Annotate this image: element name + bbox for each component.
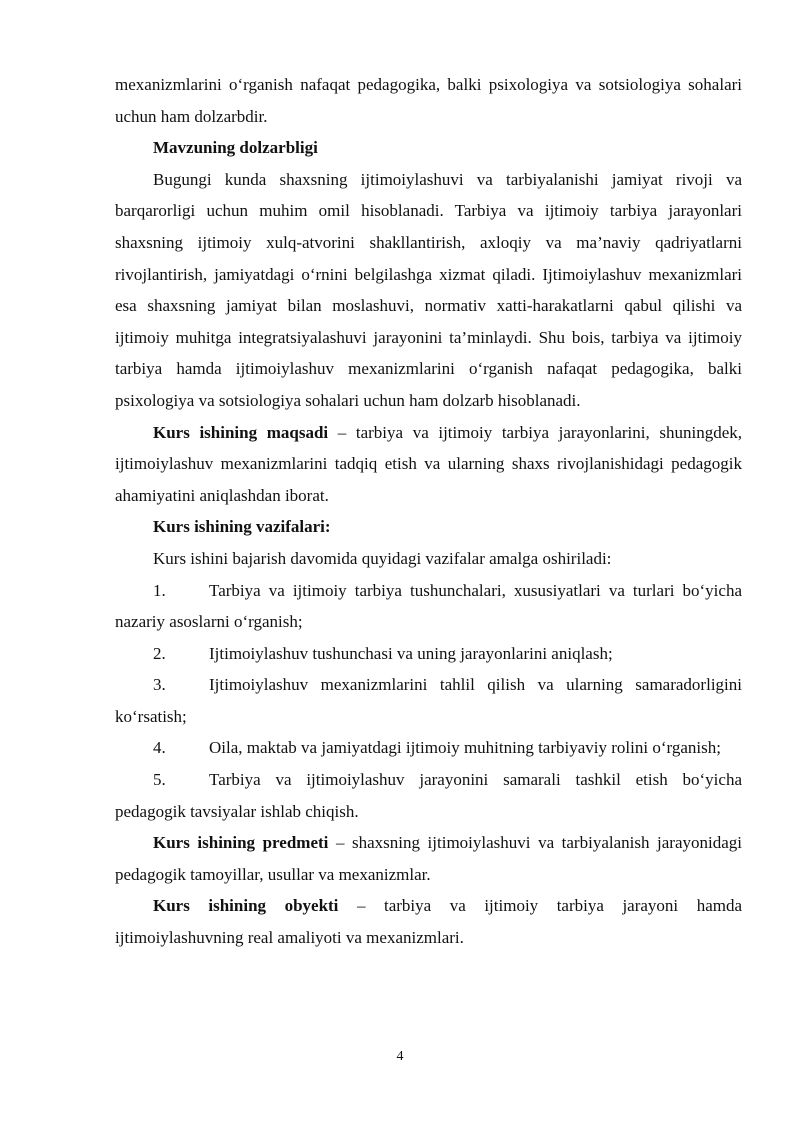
object-label: Kurs ishining obyekti	[153, 896, 339, 916]
page-number: 4	[396, 1049, 404, 1064]
task-text: Oila, maktab va jamiyatdagi ijtimoiy muhitning tarbiyaviy rolini o‘rganish;	[209, 738, 721, 758]
tasks-heading: Kurs ishining vazifalari:	[153, 517, 331, 537]
task-text: Tarbiya va ijtimoiylashuv jarayonini samarali tashkil etish bo‘yicha pedagogik tavsiyalar ishlab chiqish.	[115, 770, 742, 821]
task-number: 3.	[153, 675, 166, 695]
object-text: – tarbiya va ijtimoiy tarbiya jarayoni hamda ijtimoiylashuvning real amaliyoti va mexanizmlari.	[115, 896, 743, 948]
subject-label: Kurs ishining predmeti	[153, 833, 329, 853]
relevance-heading: Mavzuning dolzarbligi	[153, 138, 318, 158]
task-number: 4.	[153, 738, 166, 758]
tasks-intro: Kurs ishini bajarish davomida quyidagi vazifalar amalga oshiriladi:	[153, 548, 612, 568]
task-text: Ijtimoiylashuv mexanizmlarini tahlil qilish va ularning samaradorligini ko‘rsatish;	[115, 675, 742, 726]
intro-continuation: mexanizmlarini o‘rganish nafaqat pedagogika, balki psixologiya va sotsiologiya sohalari uchun ham dolzarbdir.	[115, 75, 742, 126]
task-item	[115, 638, 742, 670]
subject-paragraph	[115, 827, 742, 890]
task-number: 2.	[153, 643, 166, 663]
task-item	[115, 732, 742, 764]
task-item	[115, 669, 742, 732]
task-number: 1.	[153, 580, 166, 600]
task-text: Tarbiya va ijtimoiy tarbiya tushunchalari, xususiyatlari va turlari bo‘yicha nazariy asoslarni o‘rganish;	[115, 580, 742, 632]
relevance-paragraph: Bugungi kunda shaxsning ijtimoiylashuvi va tarbiyalanishi jamiyat rivoji va barqarorligi uchun muhim omil hisoblanadi. Tarbiya va ijtimoiy tarbiya jarayonlari shaxsning ijtimoiy xulq-atvorini shakllantirish, axloqiy va ma’naviy qadriyatlarni rivojlantirish, jamiyatdagi o‘rnini belgilashga xizmat qiladi. Ijtimoiylashuv mexanizmlari esa shaxsning jamiyat bilan moslashuvi, normativ xatti-harakatlarni qabul qilishi va ijtimoiy muhitga integratsiyalashuvi jarayonini ta’minlaydi. Shu bois, tarbiya va ijtimoiy tarbiya hamda ijtimoiylashuv mexanizmlarini o‘rganish nafaqat pedagogika, balki psixologiya va sotsiologiya sohalari uchun ham dolzarb hisoblanadi.	[115, 169, 742, 410]
subject-text: – shaxsning ijtimoiylashuvi va tarbiyalanish jarayonidagi pedagogik tamoyillar, usullar va mexanizmlar.	[115, 833, 742, 884]
goal-text: – tarbiya va ijtimoiy tarbiya jarayonlarini, shuningdek, ijtimoiylashuv mexanizmlarini tadqiq etish va ularning shaxs rivojlanishidagi pedagogik ahamiyatini aniqlashdan iborat.	[115, 422, 742, 505]
body-text	[115, 69, 742, 954]
object-paragraph	[115, 890, 742, 953]
goal-label: Kurs ishining maqsadi	[153, 422, 329, 442]
goal-paragraph	[115, 417, 742, 512]
task-number: 5.	[153, 770, 166, 790]
task-item	[115, 575, 742, 638]
task-text: Ijtimoiylashuv tushunchasi va uning jarayonlarini aniqlash;	[209, 643, 613, 663]
task-item	[115, 764, 742, 827]
